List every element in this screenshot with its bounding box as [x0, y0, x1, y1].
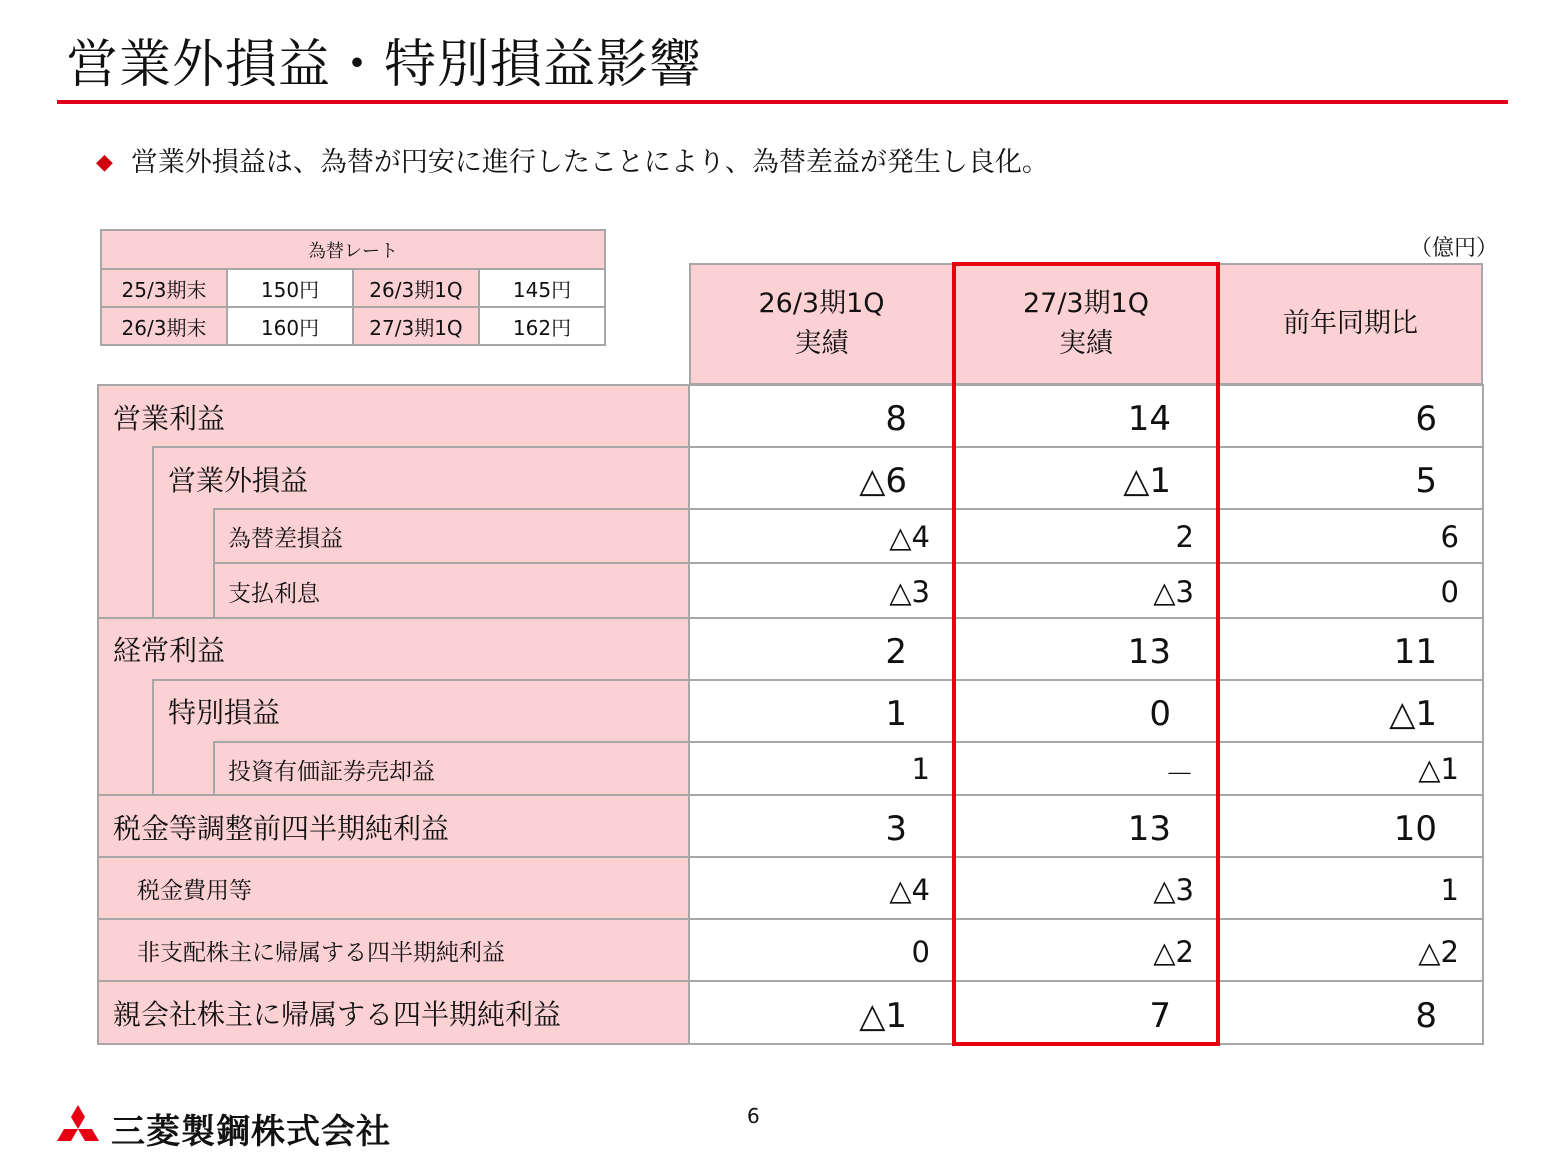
fx-rate-table	[100, 229, 606, 346]
cell-yoy: 10	[1393, 809, 1437, 849]
column-header-line1: 前年同期比	[1283, 308, 1418, 339]
column-header-yoy	[1218, 263, 1483, 385]
fx-period-label: 26/3期1Q	[353, 269, 479, 307]
cell-prev: △3	[889, 575, 930, 609]
row-label-securities-gain: 投資有価証券売却益	[228, 758, 435, 785]
cell-curr: －	[1164, 757, 1194, 791]
cell-prev: 1	[885, 694, 907, 734]
cell-curr: △2	[1153, 935, 1194, 969]
row-label-pretax-profit: 税金等調整前四半期純利益	[113, 811, 450, 845]
fx-rate-value: 150円	[227, 269, 353, 307]
company-logo	[51, 1104, 391, 1153]
cell-prev: 3	[885, 809, 907, 849]
column-header-line1: 26/3期1Q	[758, 288, 885, 319]
row-label-ordinary-profit: 経常利益	[113, 634, 226, 667]
cell-prev: 0	[911, 935, 930, 969]
cell-yoy: 6	[1440, 520, 1459, 554]
cell-curr: 13	[1127, 809, 1171, 849]
cell-curr: △3	[1153, 575, 1194, 609]
cell-prev: △1	[859, 996, 907, 1036]
row-label-parent-profit: 親会社株主に帰属する四半期純利益	[113, 998, 562, 1031]
cell-prev: 2	[885, 632, 907, 672]
unit-label: （億円）	[1410, 236, 1499, 261]
cell-yoy: △2	[1418, 935, 1459, 969]
page-number: 6	[747, 1104, 760, 1128]
cell-yoy: 11	[1393, 632, 1437, 672]
row-label-interest-expense: 支払利息	[228, 580, 320, 607]
column-header-line2: 実績	[1059, 328, 1113, 359]
row-label-tax-expense: 税金費用等	[137, 878, 252, 904]
row-label-extraordinary: 特別損益	[168, 696, 281, 729]
bullet-text: 営業外損益は、為替が円安に進行したことにより、為替差益が発生し良化。	[130, 147, 1049, 178]
cell-curr: △3	[1153, 873, 1194, 907]
cell-prev: △4	[889, 520, 930, 554]
fx-rate-value: 160円	[227, 307, 353, 345]
cell-prev: 8	[885, 399, 907, 439]
row-label-noncontrolling: 非支配株主に帰属する四半期純利益	[137, 940, 505, 966]
fx-rate-value: 145円	[479, 269, 605, 307]
cell-yoy: 8	[1415, 996, 1437, 1036]
cell-yoy: △1	[1418, 752, 1459, 786]
row-label-non-operating: 営業外損益	[168, 464, 309, 497]
cell-prev: △6	[859, 461, 907, 501]
title-underline	[57, 100, 1508, 104]
cell-curr: 14	[1127, 399, 1171, 439]
cell-yoy: 6	[1415, 399, 1437, 439]
column-header-line1: 27/3期1Q	[1022, 288, 1150, 319]
column-header-line2: 実績	[794, 328, 849, 359]
row-label-fx-gain-loss: 為替差損益	[228, 526, 343, 552]
fx-period-label: 26/3期末	[101, 307, 227, 345]
fx-rate-header: 為替レート	[101, 230, 605, 269]
cell-prev: 1	[911, 752, 930, 786]
diamond-icon: ◆	[96, 150, 113, 175]
cell-prev: △4	[889, 873, 930, 907]
fx-period-label: 27/3期1Q	[353, 307, 479, 345]
fx-period-label: 25/3期末	[101, 269, 227, 307]
cell-yoy: 5	[1415, 461, 1437, 501]
cell-curr: 13	[1127, 632, 1171, 672]
cell-curr: 2	[1175, 520, 1194, 554]
cell-yoy: 0	[1440, 575, 1459, 609]
column-header-prev-q1	[689, 263, 954, 385]
cell-curr: △1	[1123, 461, 1171, 501]
cell-yoy: △1	[1389, 694, 1437, 734]
cell-curr: 7	[1149, 996, 1171, 1036]
page-title: 営業外損益・特別損益影響	[66, 35, 703, 95]
column-header-curr-q1	[952, 263, 1220, 385]
bullet-point	[96, 140, 1049, 179]
cell-yoy: 1	[1440, 873, 1459, 907]
mitsubishi-three-diamonds-logo	[51, 1105, 105, 1153]
fx-rate-value: 162円	[479, 307, 605, 345]
cell-curr: 0	[1149, 694, 1171, 734]
row-label-operating-profit: 営業利益	[113, 402, 226, 435]
company-name: 三菱製鋼株式会社	[111, 1112, 391, 1152]
